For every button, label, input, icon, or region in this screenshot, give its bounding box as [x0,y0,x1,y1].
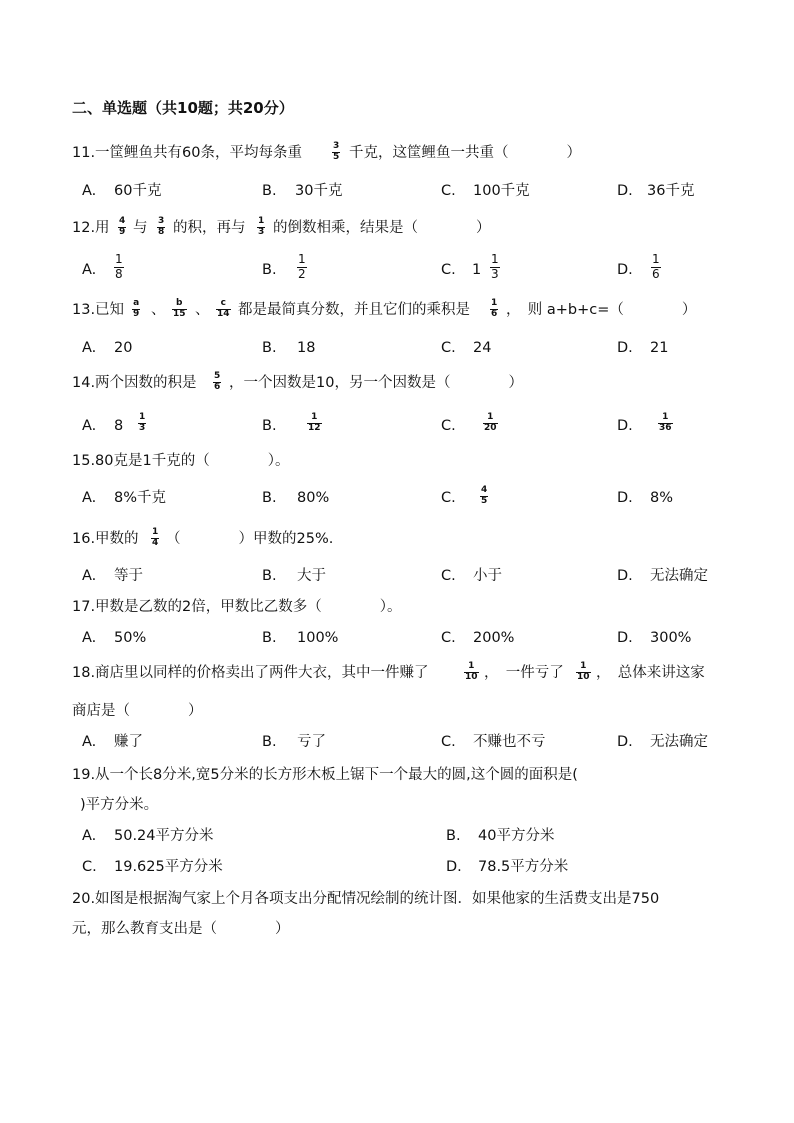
q20-text-line2: 元，那么教育支出是（ ） [72,921,290,937]
q18-option-d[interactable]: 无法确定 [650,734,708,750]
q11-option-b-label[interactable]: B. [262,183,277,199]
q12-option-c-label[interactable]: C. [441,262,456,278]
q14-option-b-label[interactable]: B. [262,418,277,434]
q11-option-d[interactable]: 36千克 [647,183,695,199]
q11-option-c[interactable]: 100千克 [473,183,530,199]
q12-option-c-whole[interactable]: 1 [472,262,482,278]
q18-option-b-label[interactable]: B. [262,734,277,750]
q14-option-a[interactable]: $\frac{1}{3}$ [139,412,146,433]
q16-option-b[interactable]: 大于 [297,568,326,584]
q11-option-a-label[interactable]: A. [82,183,97,199]
q11-option-d-label[interactable]: D. [617,183,633,199]
q16-fraction: $\frac{1}{4}$ [152,527,159,548]
q19-option-d-label[interactable]: D. [446,859,462,875]
q13-text-mid: 都是最简真分数，并且它们的乘积是 [238,302,470,318]
q13-option-c[interactable]: 24 [473,340,492,356]
q12-fraction-2: $\frac{3}{8}$ [158,216,165,237]
q15-option-b-label[interactable]: B. [262,490,277,506]
q13-option-d[interactable]: 21 [650,340,669,356]
q18-option-d-label[interactable]: D. [617,734,633,750]
q18-option-a-label[interactable]: A. [82,734,97,750]
q17-option-a-label[interactable]: A. [82,630,97,646]
q14-option-a-label[interactable]: A. [82,418,97,434]
q13-option-b-label[interactable]: B. [262,340,277,356]
q16-option-c[interactable]: 小于 [473,568,502,584]
q12-text-post: 的倒数相乘，结果是（ ） [273,220,491,236]
q12-option-d[interactable]: $\frac{1}{6}$ [652,252,660,281]
q18-option-c-label[interactable]: C. [441,734,456,750]
q17-option-c[interactable]: 200% [473,630,515,646]
q14-text-post: ，一个因数是10，另一个因数是（ ） [229,375,523,391]
q13-fraction-product: $\frac{1}{6}$ [491,298,498,319]
q18-fraction-1: $\frac{1}{10}$ [465,661,478,682]
q11-fraction: $\frac{3}{5}$ [333,141,340,162]
q18-option-c[interactable]: 不赚也不亏 [473,734,546,750]
q19-option-a-label[interactable]: A. [82,828,97,844]
q15-option-a[interactable]: 8%千克 [114,490,167,506]
q18-option-b[interactable]: 亏了 [297,734,326,750]
q12-option-d-label[interactable]: D. [617,262,633,278]
q16-text-post: （ ）甲数的25%. [166,531,334,547]
q14-text-pre: 14.两个因数的积是 [72,375,197,391]
q12-option-b-label[interactable]: B. [262,262,277,278]
q15-option-d-label[interactable]: D. [617,490,633,506]
q12-fraction-3: $\frac{1}{3}$ [258,216,265,237]
q18-text-mid: ， 一件亏了 [484,665,564,681]
q13-fraction-a: $\frac{a}{9}$ [133,298,140,319]
q19-text-line2: )平方分米。 [80,797,159,813]
q14-option-b[interactable]: $\frac{1}{12}$ [308,412,321,433]
q19-option-d[interactable]: 78.5平方分米 [478,859,569,875]
q12-option-b[interactable]: $\frac{1}{2}$ [298,252,306,281]
q13-option-c-label[interactable]: C. [441,340,456,356]
q18-text-line2: 商店是（ ） [72,703,203,719]
q12-option-c[interactable]: $\frac{1}{3}$ [491,252,499,281]
q13-option-b[interactable]: 18 [297,340,316,356]
q14-option-a-whole[interactable]: 8 [114,418,124,434]
q11-text-post: 千克，这筐鲤鱼一共重（ ） [349,145,581,161]
q19-option-b-label[interactable]: B. [446,828,461,844]
q16-option-d-label[interactable]: D. [617,568,633,584]
q12-text-mid2: 的积，再与 [173,220,246,236]
q18-text-post: ， 总体来讲这家 [596,665,705,681]
q17-option-d[interactable]: 300% [650,630,692,646]
q19-option-b[interactable]: 40平方分米 [478,828,555,844]
q19-option-a[interactable]: 50.24平方分米 [114,828,214,844]
q13-fraction-b: $\frac{b}{15}$ [173,298,186,319]
q12-text-pre: 12.用 [72,220,110,236]
q13-sep1: 、 [151,302,166,318]
q14-option-d-label[interactable]: D. [617,418,633,434]
q15-option-c[interactable]: $\frac{4}{5}$ [481,485,488,506]
q15-option-a-label[interactable]: A. [82,490,97,506]
q13-sep2: 、 [195,302,210,318]
q11-option-c-label[interactable]: C. [441,183,456,199]
q15-text: 15.80克是1千克的（ ）。 [72,453,290,469]
q18-option-a[interactable]: 赚了 [114,734,143,750]
q16-option-a[interactable]: 等于 [114,568,143,584]
q13-text-pre: 13.已知 [72,302,125,318]
q16-text-pre: 16.甲数的 [72,531,139,547]
q19-text-line1: 19.从一个长8分米,宽5分米的长方形木板上锯下一个最大的圆,这个圆的面积是( [72,767,578,783]
q13-option-a-label[interactable]: A. [82,340,97,356]
q17-text: 17.甲数是乙数的2倍，甲数比乙数多（ ）。 [72,599,402,615]
q16-option-b-label[interactable]: B. [262,568,277,584]
q17-option-a[interactable]: 50% [114,630,147,646]
q13-fraction-c: $\frac{c}{14}$ [217,298,230,319]
q11-option-a[interactable]: 60千克 [114,183,162,199]
q13-option-a[interactable]: 20 [114,340,133,356]
q12-fraction-1: $\frac{4}{9}$ [119,216,126,237]
q14-option-c[interactable]: $\frac{1}{20}$ [484,412,497,433]
q17-option-c-label[interactable]: C. [441,630,456,646]
q15-option-b[interactable]: 80% [297,490,330,506]
q17-option-b-label[interactable]: B. [262,630,277,646]
q20-text-line1: 20.如图是根据淘气家上个月各项支出分配情况绘制的统计图．如果他家的生活费支出是750 [72,891,660,907]
q13-option-d-label[interactable]: D. [617,340,633,356]
q15-option-d[interactable]: 8% [650,490,674,506]
q12-option-a[interactable]: $\frac{1}{8}$ [115,252,123,281]
q14-fraction: $\frac{5}{6}$ [214,371,221,392]
q13-text-post: ， 则 a+b+c=（ ） [506,302,697,318]
q14-option-d[interactable]: $\frac{1}{36}$ [659,412,672,433]
q18-fraction-2: $\frac{1}{10}$ [577,661,590,682]
q16-option-d[interactable]: 无法确定 [650,568,708,584]
q11-text-pre: 11.一筐鲤鱼共有60条，平均每条重 [72,145,303,161]
q15-option-c-label[interactable]: C. [441,490,456,506]
q17-option-d-label[interactable]: D. [617,630,633,646]
q12-text-mid1: 与 [133,220,148,236]
q18-text-pre: 18.商店里以同样的价格卖出了两件大衣，其中一件赚了 [72,665,429,681]
q14-option-c-label[interactable]: C. [441,418,456,434]
q17-option-b[interactable]: 100% [297,630,339,646]
q19-option-c[interactable]: 19.625平方分米 [114,859,223,875]
q16-option-c-label[interactable]: C. [441,568,456,584]
q11-option-b[interactable]: 30千克 [295,183,343,199]
section-title: 二、单选题（共10题；共20分） [72,99,294,117]
q12-option-a-label[interactable]: A. [82,262,97,278]
q16-option-a-label[interactable]: A. [82,568,97,584]
q19-option-c-label[interactable]: C. [82,859,97,875]
